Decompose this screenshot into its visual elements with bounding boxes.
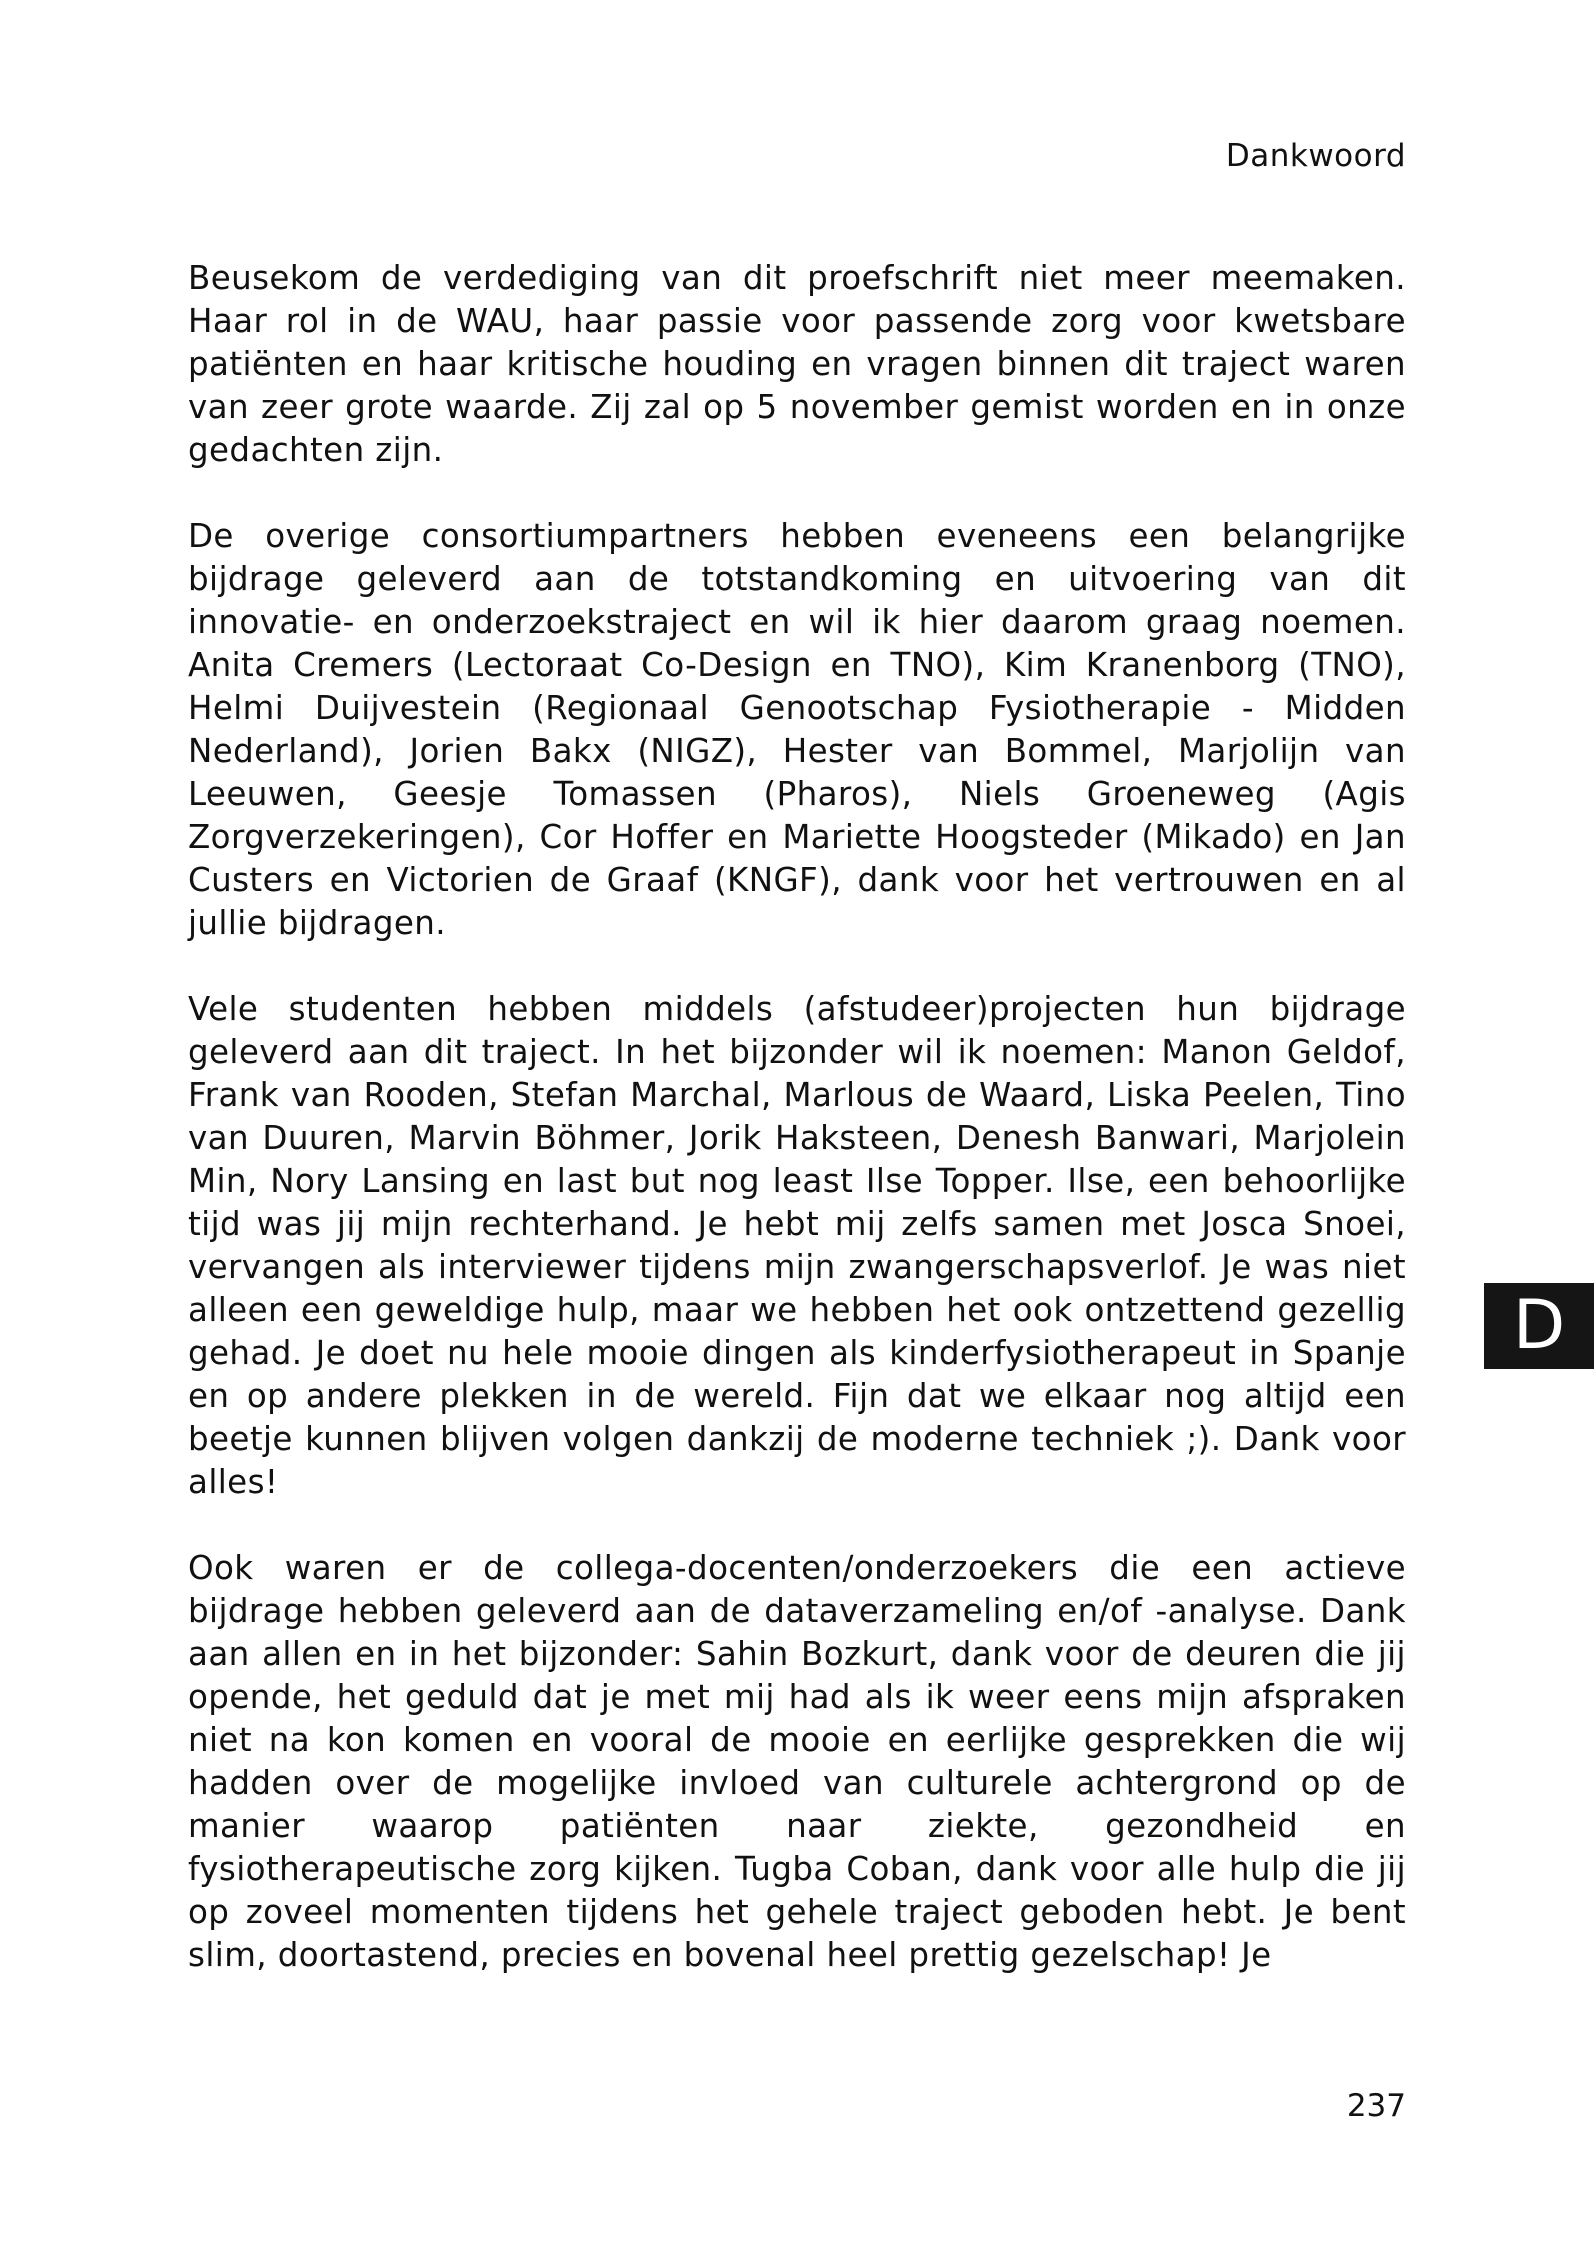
paragraph-1: Beusekom de verdediging van dit proefschrift niet meer meemaken. Haar rol in de WAU, haar passie voor passende zorg voor kwetsbare patiënten en haar kritische houding en vragen binnen dit traject waren van zeer grote waarde. Zij zal op 5 november gemist worden en in onze gedachten zijn. <box>188 259 1406 469</box>
paragraph-4: Ook waren er de collega-docenten/onderzoekers die een actieve bijdrage hebben geleverd aan de dataverzameling en/of -analyse. Dank aan allen en in het bijzonder: Sahin Bozkurt, dank voor de deuren die jij opende, het geduld dat je met mij had als ik weer eens mijn afspraken niet na kon komen en vooral de mooie en eerlijke gesprekken die wij hadden over de mogelijke invloed van culturele achtergrond op de manier waarop patiënten naar ziekte, gezondheid en fysiotherapeutische zorg kijken. Tugba Coban, dank voor alle hulp die jij op zoveel momenten tijdens het gehele traject geboden hebt. Je bent slim, doortastend, precies en bovenal heel prettig gezelschap! Je <box>188 1549 1406 1974</box>
chapter-tab: D <box>1484 1283 1594 1369</box>
paragraph-2: De overige consortiumpartners hebben eveneens een belangrijke bijdrage geleverd aan de totstandkoming en uitvoering van dit innovatie- en onderzoekstraject en wil ik hier daarom graag noemen. Anita Cremers (Lectoraat Co-Design en TNO), Kim Kranenborg (TNO), Helmi Duijvestein (Regionaal Genootschap Fysiotherapie - Midden Nederland), Jorien Bakx (NIGZ), Hester van Bommel, Marjolijn van Leeuwen, Geesje Tomassen (Pharos), Niels Groeneweg (Agis Zorgverzekeringen), Cor Hoffer en Mariette Hoogsteder (Mikado) en Jan Custers en Victorien de Graaf (KNGF), dank voor het vertrouwen en al jullie bijdragen. <box>188 517 1406 942</box>
body-text <box>188 257 1406 1977</box>
paragraph-3: Vele studenten hebben middels (afstudeer)projecten hun bijdrage geleverd aan dit traject. In het bijzonder wil ik noemen: Manon Geldof, Frank van Rooden, Stefan Marchal, Marlous de Waard, Liska Peelen, Tino van Duuren, Marvin Böhmer, Jorik Haksteen, Denesh Banwari, Marjolein Min, Nory Lansing en last but nog least Ilse Topper. Ilse, een behoorlijke tijd was jij mijn rechterhand. Je hebt mij zelfs samen met Josca Snoei, vervangen als interviewer tijdens mijn zwangerschapsverlof. Je was niet alleen een geweldige hulp, maar we hebben het ook ontzettend gezellig gehad. Je doet nu hele mooie dingen als kinderfysiotherapeut in Spanje en op andere plekken in de wereld. Fijn dat we elkaar nog altijd een beetje kunnen blijven volgen dankzij de moderne techniek ;). Dank voor alles! <box>188 990 1406 1501</box>
running-header-title: Dankwoord <box>1225 138 1406 174</box>
page-number: 237 <box>1346 2088 1406 2124</box>
